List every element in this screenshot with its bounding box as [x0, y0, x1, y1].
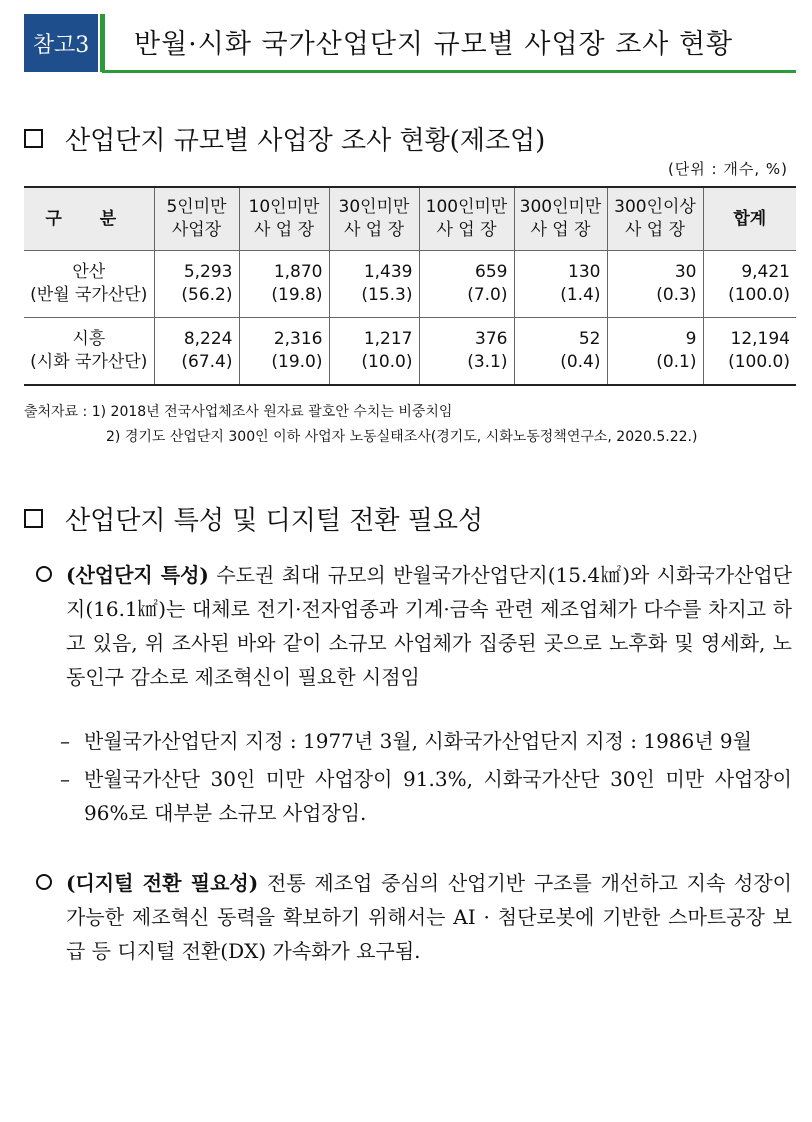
table-cell: 1,870 (19.8) [239, 251, 329, 318]
paragraph-digital-transformation [36, 866, 792, 968]
header-accent-bar [100, 14, 105, 72]
table-cell: 9 (0.1) [607, 318, 703, 386]
dash-item-text: 반월국가산업단지 지정 : 1977년 3월, 시화국가산업단지 지정 : 1986년 9월 [84, 729, 752, 753]
table-cell: 1,439 (15.3) [329, 251, 419, 318]
table-cell: 1,217 (10.0) [329, 318, 419, 386]
section-heading-survey [24, 120, 545, 157]
source-note [24, 400, 697, 450]
document-header [24, 14, 796, 74]
section-heading-digital [24, 500, 483, 537]
header-col: 30인미만 사 업 장 [329, 187, 419, 251]
table-row [24, 251, 796, 318]
table-cell: 376 (3.1) [419, 318, 514, 386]
table-cell-total: 9,421 (100.0) [703, 251, 796, 318]
header-category: 구 분 [24, 187, 154, 251]
paragraph-industrial-characteristics [36, 558, 792, 694]
circle-bullet-icon [36, 874, 52, 890]
paragraph-text: (디지털 전환 필요성) 전통 제조업 중심의 산업기반 구조를 개선하고 지속 성장이 가능한 제조혁신 동력을 확보하기 위해서는 AI · 첨단로봇에 기반한 스마트공장 보급 등 디지털 전환(DX) 가속화가 요구됨. [66, 871, 792, 963]
dash-item-designation [60, 724, 792, 758]
section-heading-text: 산업단지 규모별 사업장 조사 현황(제조업) [65, 126, 546, 156]
table-cell: 130 (1.4) [514, 251, 607, 318]
header-col: 100인미만 사 업 장 [419, 187, 514, 251]
square-bullet-icon [24, 129, 43, 148]
table-row [24, 318, 796, 386]
unit-note: (단위 : 개수, %) [667, 160, 788, 178]
table-header-row [24, 187, 796, 251]
dash-item-small-business [60, 762, 792, 830]
table-cell: 30 (0.3) [607, 251, 703, 318]
table-cell: 2,316 (19.0) [239, 318, 329, 386]
survey-table [24, 186, 796, 386]
row-label: 안산 (반월 국가산단) [24, 251, 154, 318]
reference-badge: 참고3 [24, 14, 98, 72]
table-cell-total: 12,194 (100.0) [703, 318, 796, 386]
page-title: 반월·시화 국가산업단지 규모별 사업장 조사 현황 [134, 29, 734, 60]
table-cell: 659 (7.0) [419, 251, 514, 318]
table-cell: 52 (0.4) [514, 318, 607, 386]
section-heading-text: 산업단지 특성 및 디지털 전환 필요성 [65, 506, 484, 536]
square-bullet-icon [24, 509, 43, 528]
circle-bullet-icon [36, 566, 52, 582]
header-total: 합계 [703, 187, 796, 251]
table-cell: 8,224 (67.4) [154, 318, 239, 386]
source-line-1: 출처자료 : 1) 2018년 전국사업체조사 원자료 괄호안 수치는 비중치임 [24, 404, 453, 420]
source-line-2: 2) 경기도 산업단지 300인 이하 사업자 노동실태조사(경기도, 시화노동정책연구소, 2020.5.22.) [106, 429, 698, 445]
header-col: 10인미만 사 업 장 [239, 187, 329, 251]
dash-item-text: 반월국가산단 30인 미만 사업장이 91.3%, 시화국가산단 30인 미만 사업장이 96%로 대부분 소규모 사업장임. [84, 767, 792, 825]
row-label: 시흥 (시화 국가산단) [24, 318, 154, 386]
header-underline [102, 70, 796, 73]
header-col: 5인미만 사업장 [154, 187, 239, 251]
paragraph-text: (산업단지 특성) 수도권 최대 규모의 반월국가산업단지(15.4㎢)와 시화국가산업단지(16.1㎢)는 대체로 전기·전자업종과 기계·금속 관련 제조업체가 다수를 차지고 하고 있음, 위 조사된 바와 같이 소규모 사업체가 집중된 곳으로 노후화 및 영세화, 노동인구 감소로 제조혁신이 필요한 시점임 [66, 563, 792, 689]
header-col: 300인이상 사 업 장 [607, 187, 703, 251]
dash-bullet-icon: – [60, 729, 70, 753]
dash-bullet-icon: – [60, 767, 70, 791]
table-cell: 5,293 (56.2) [154, 251, 239, 318]
header-col: 300인미만 사 업 장 [514, 187, 607, 251]
